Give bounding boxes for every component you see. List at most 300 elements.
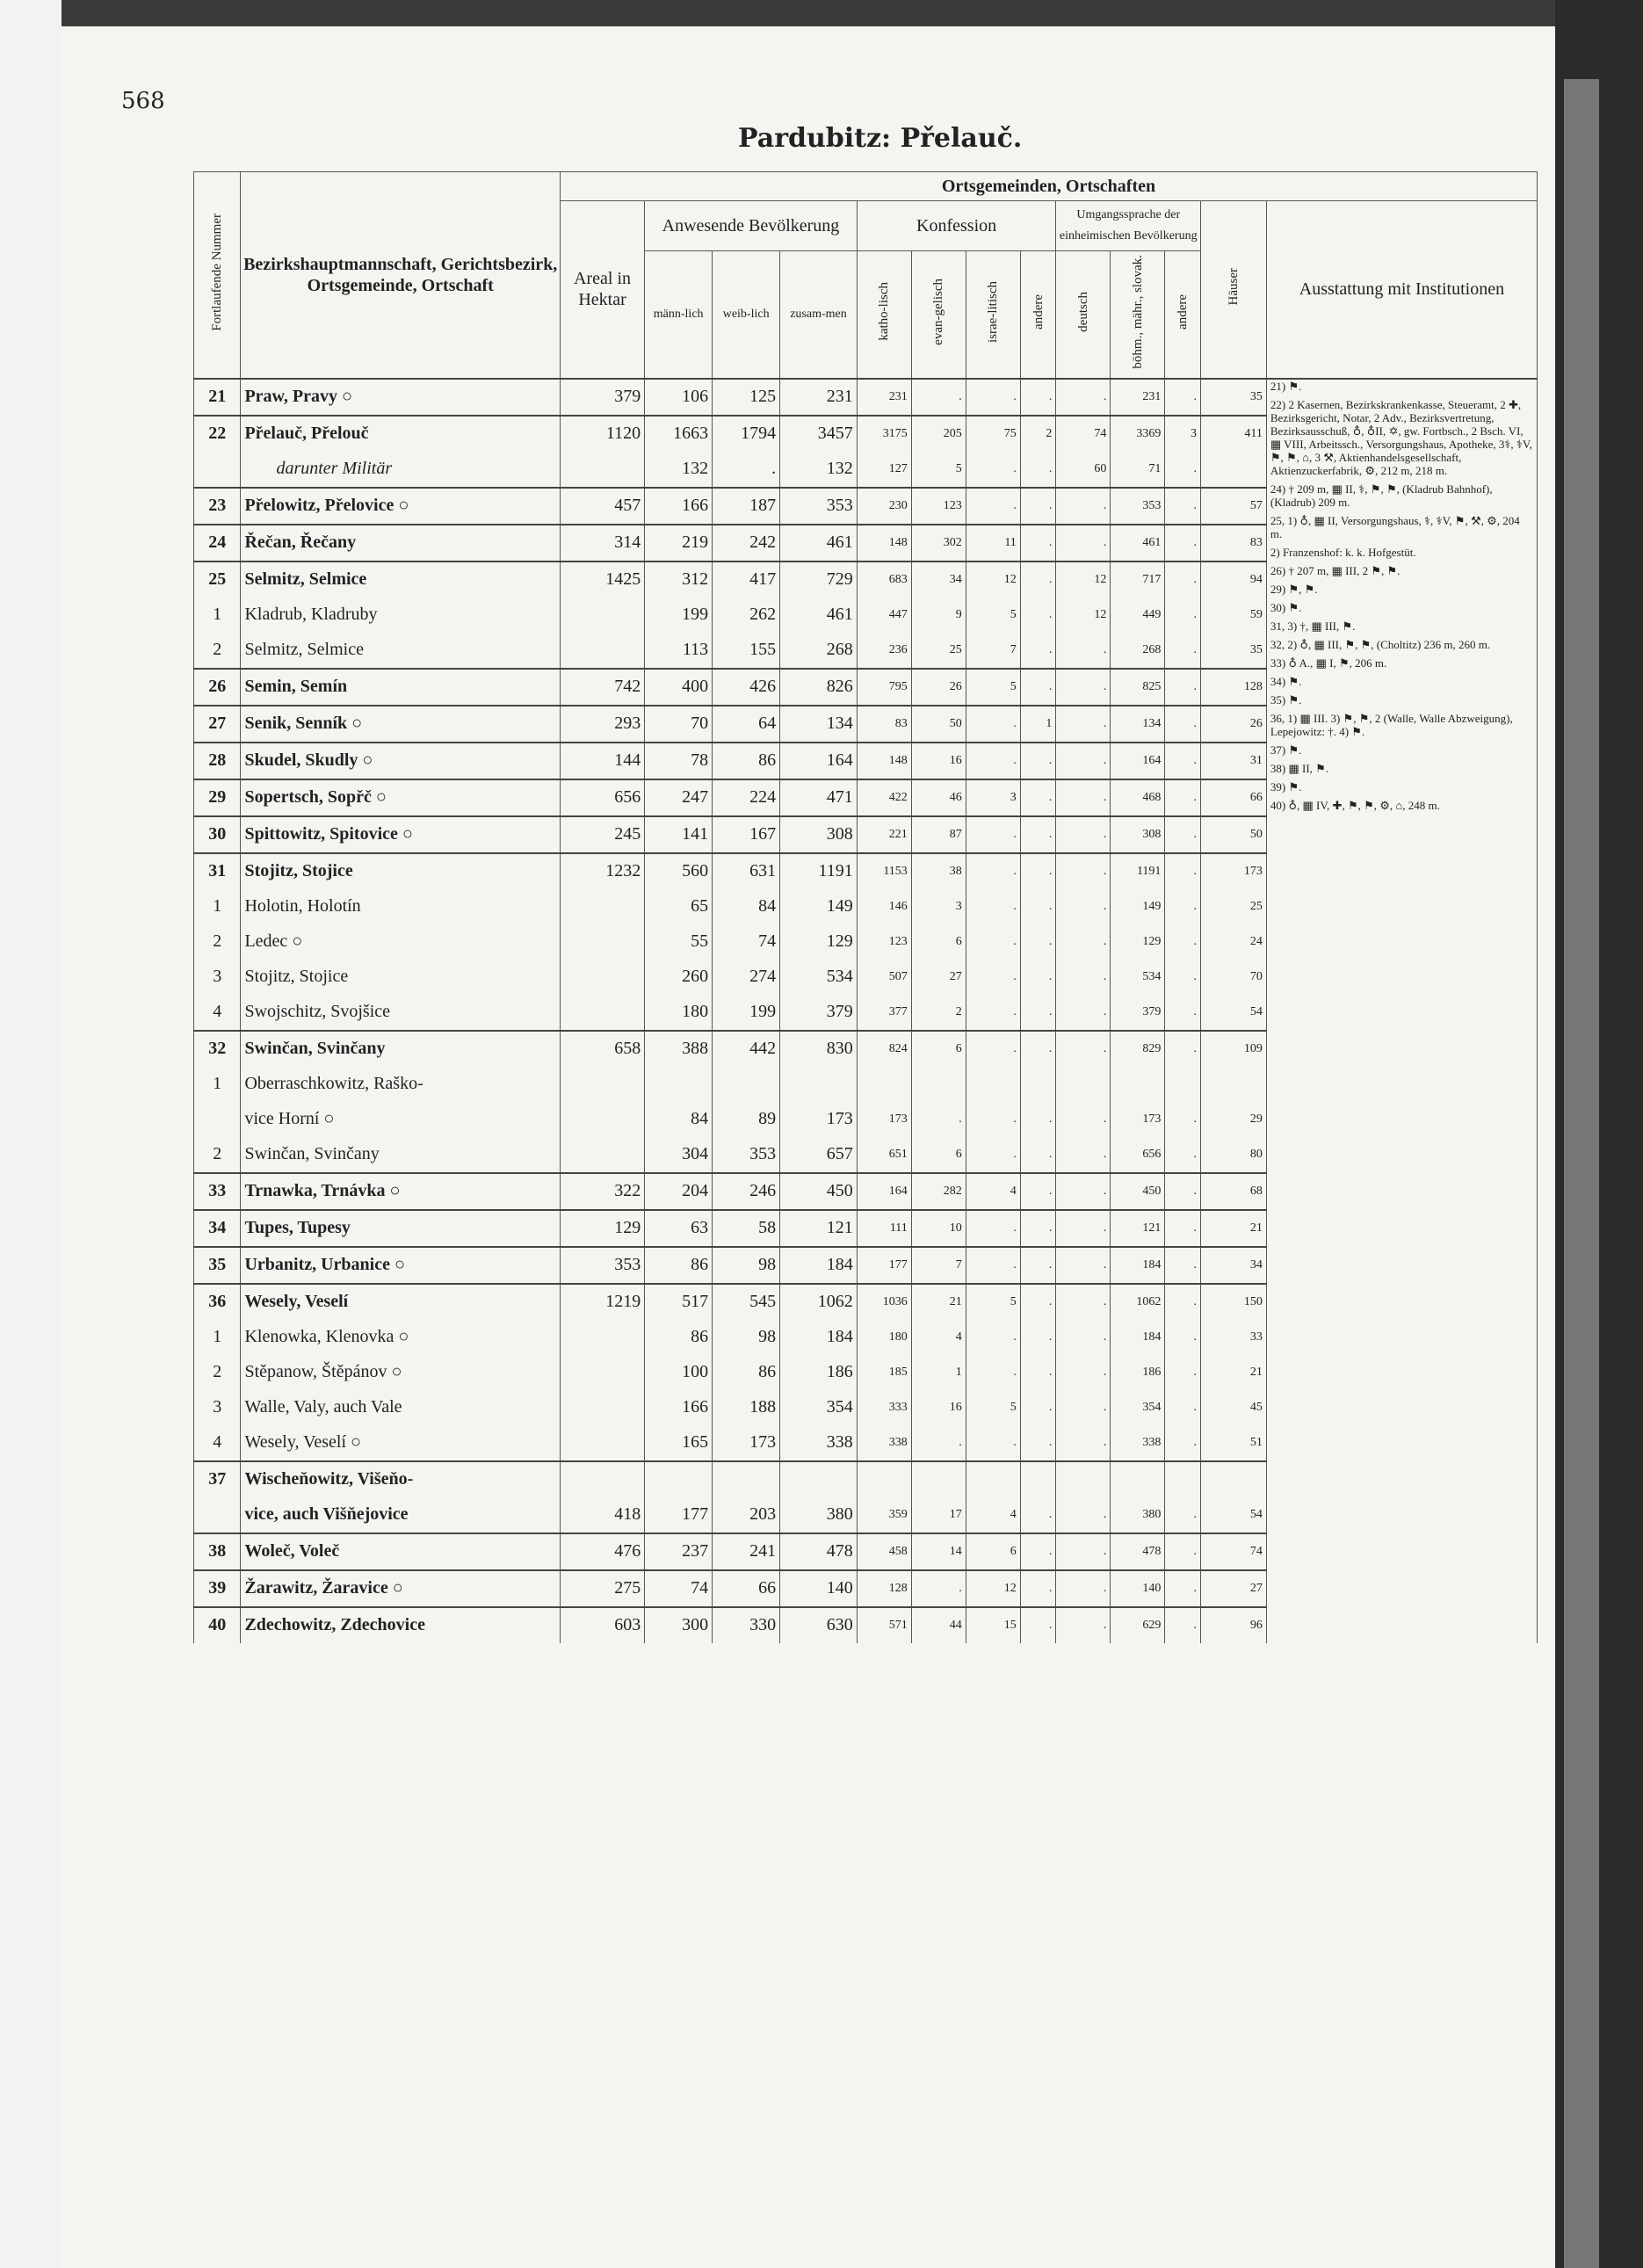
andere2-cell: . <box>1165 379 1201 416</box>
zus-cell: 308 <box>780 816 858 853</box>
name-cell: Selmitz, Selmice <box>241 633 561 669</box>
andere2-cell: . <box>1165 598 1201 633</box>
deutsch-cell: . <box>1056 379 1111 416</box>
boehm-cell: 308 <box>1111 816 1165 853</box>
andere-cell: . <box>1020 1031 1056 1067</box>
evang-cell: 46 <box>911 779 966 816</box>
kath-cell: 1153 <box>857 853 911 889</box>
num-cell <box>194 1102 241 1137</box>
haeuser-cell: 26 <box>1201 706 1267 743</box>
andere2-cell: . <box>1165 562 1201 598</box>
name-cell: Swojschitz, Svojšice <box>241 995 561 1031</box>
weib-cell: 224 <box>713 779 780 816</box>
isr-cell: 6 <box>966 1533 1020 1570</box>
isr-cell: . <box>966 706 1020 743</box>
haeuser-cell: 45 <box>1201 1390 1267 1425</box>
institution-note: 36, 1) ▦ III. 3) ⚑, ⚑, 2 (Walle, Walle Abzweigung), Lepejowitz: †. 4) ⚑. <box>1270 711 1513 738</box>
institution-note: 2) Franzenshof: k. k. Hofgestüt. <box>1270 545 1416 559</box>
deutsch-cell: . <box>1056 1284 1111 1320</box>
weib-cell: 246 <box>713 1173 780 1210</box>
deutsch-cell: . <box>1056 743 1111 779</box>
evang-cell: 38 <box>911 853 966 889</box>
boehm-cell: 186 <box>1111 1355 1165 1390</box>
num-cell: 22 <box>194 416 241 452</box>
kath-cell: 458 <box>857 1533 911 1570</box>
areal-cell: 476 <box>560 1533 644 1570</box>
boehm-cell: 231 <box>1111 379 1165 416</box>
boehm-cell: 164 <box>1111 743 1165 779</box>
maenn-cell: 86 <box>645 1320 713 1355</box>
haeuser-cell: 68 <box>1201 1173 1267 1210</box>
andere-cell: . <box>1020 1247 1056 1284</box>
evang-cell: . <box>911 379 966 416</box>
zus-cell: 129 <box>780 924 858 960</box>
maenn-cell: 106 <box>645 379 713 416</box>
num-cell: 2 <box>194 633 241 669</box>
areal-cell: 353 <box>560 1247 644 1284</box>
andere-cell: 2 <box>1020 416 1056 452</box>
kath-cell: 507 <box>857 960 911 995</box>
andere-cell: . <box>1020 816 1056 853</box>
boehm-cell <box>1111 1461 1165 1497</box>
boehm-cell: 629 <box>1111 1607 1165 1643</box>
andere2-cell: . <box>1165 1533 1201 1570</box>
deutsch-cell: . <box>1056 960 1111 995</box>
num-cell: 38 <box>194 1533 241 1570</box>
institution-note: 33) ♁ A., ▦ I, ⚑, 206 m. <box>1270 656 1387 670</box>
andere2-cell: . <box>1165 1390 1201 1425</box>
haeuser-cell: 80 <box>1201 1137 1267 1173</box>
zus-cell: 354 <box>780 1390 858 1425</box>
col-ausst-header: Ausstattung mit Institutionen <box>1266 201 1537 379</box>
statistics-table <box>193 171 1538 1643</box>
andere2-cell: . <box>1165 488 1201 525</box>
andere2-cell: . <box>1165 853 1201 889</box>
num-cell: 3 <box>194 960 241 995</box>
kath-cell: 333 <box>857 1390 911 1425</box>
zus-cell: 1191 <box>780 853 858 889</box>
zus-cell: 268 <box>780 633 858 669</box>
weib-cell: 426 <box>713 669 780 706</box>
andere-cell: . <box>1020 1210 1056 1247</box>
zus-cell: 830 <box>780 1031 858 1067</box>
col-boehm-header: böhm., mähr., slovak. <box>1111 251 1165 379</box>
haeuser-cell: 59 <box>1201 598 1267 633</box>
andere2-cell: . <box>1165 1497 1201 1533</box>
evang-cell: 34 <box>911 562 966 598</box>
weib-cell: 86 <box>713 743 780 779</box>
institution-note: 29) ⚑, ⚑. <box>1270 582 1318 596</box>
col-isr-header: israe-litisch <box>966 251 1020 379</box>
col-andere-header: andere <box>1020 251 1056 379</box>
boehm-cell: 338 <box>1111 1425 1165 1461</box>
haeuser-cell: 150 <box>1201 1284 1267 1320</box>
col-deutsch-header: deutsch <box>1056 251 1111 379</box>
boehm-cell: 1191 <box>1111 853 1165 889</box>
haeuser-cell: 50 <box>1201 816 1267 853</box>
kath-cell: 338 <box>857 1425 911 1461</box>
areal-cell <box>560 1320 644 1355</box>
name-cell: Stojitz, Stojice <box>241 853 561 889</box>
institution-note: 25, 1) ♁, ▦ II, Versorgungshaus, ⚕, ⚕V, ⚑, ⚒, ⚙, 204 m. <box>1270 513 1520 540</box>
num-cell: 27 <box>194 706 241 743</box>
boehm-cell: 825 <box>1111 669 1165 706</box>
table-row <box>194 379 1538 416</box>
andere-cell: . <box>1020 1284 1056 1320</box>
weib-cell: 241 <box>713 1533 780 1570</box>
col-evang-header: evan-gelisch <box>911 251 966 379</box>
num-cell: 1 <box>194 1320 241 1355</box>
evang-cell: 205 <box>911 416 966 452</box>
haeuser-cell: 21 <box>1201 1355 1267 1390</box>
kath-cell: 236 <box>857 633 911 669</box>
weib-cell: 274 <box>713 960 780 995</box>
col-andere2-header: andere <box>1165 251 1201 379</box>
andere-cell: . <box>1020 924 1056 960</box>
areal-cell: 293 <box>560 706 644 743</box>
weib-cell: 203 <box>713 1497 780 1533</box>
col-maenn-header: männ-lich <box>645 251 713 379</box>
isr-cell: . <box>966 743 1020 779</box>
areal-cell: 322 <box>560 1173 644 1210</box>
weib-cell: 98 <box>713 1247 780 1284</box>
andere-cell: . <box>1020 562 1056 598</box>
andere-cell: . <box>1020 960 1056 995</box>
kath-cell: 185 <box>857 1355 911 1390</box>
deutsch-cell: 12 <box>1056 562 1111 598</box>
isr-cell: 5 <box>966 1390 1020 1425</box>
deutsch-cell: . <box>1056 889 1111 924</box>
evang-cell <box>911 1461 966 1497</box>
areal-cell <box>560 1461 644 1497</box>
kath-cell: 177 <box>857 1247 911 1284</box>
boehm-cell: 121 <box>1111 1210 1165 1247</box>
deutsch-cell: . <box>1056 1607 1111 1643</box>
evang-cell: 14 <box>911 1533 966 1570</box>
kath-cell: 230 <box>857 488 911 525</box>
deutsch-cell: . <box>1056 706 1111 743</box>
num-cell: 2 <box>194 1355 241 1390</box>
deutsch-cell: . <box>1056 853 1111 889</box>
areal-cell: 1120 <box>560 416 644 452</box>
deutsch-cell <box>1056 1067 1111 1102</box>
andere2-cell: . <box>1165 1173 1201 1210</box>
andere-cell: . <box>1020 779 1056 816</box>
andere2-cell: . <box>1165 1320 1201 1355</box>
andere2-cell: . <box>1165 1247 1201 1284</box>
areal-cell <box>560 1067 644 1102</box>
num-cell: 24 <box>194 525 241 562</box>
kath-cell: 795 <box>857 669 911 706</box>
scan-band <box>1564 79 1599 2268</box>
num-cell: 2 <box>194 1137 241 1173</box>
num-cell: 28 <box>194 743 241 779</box>
andere2-cell: . <box>1165 669 1201 706</box>
haeuser-cell <box>1201 1067 1267 1102</box>
andere-cell: . <box>1020 598 1056 633</box>
name-cell: Řečan, Řečany <box>241 525 561 562</box>
andere2-cell: . <box>1165 1284 1201 1320</box>
deutsch-cell: . <box>1056 1173 1111 1210</box>
weib-cell: 89 <box>713 1102 780 1137</box>
col-num-header: Fortlaufende Nummer <box>194 172 241 379</box>
zus-cell: 478 <box>780 1533 858 1570</box>
haeuser-cell: 29 <box>1201 1102 1267 1137</box>
institution-note: 32, 2) ♁, ▦ III, ⚑, ⚑, (Choltitz) 236 m, 260 m. <box>1270 637 1491 651</box>
andere-cell: . <box>1020 1425 1056 1461</box>
deutsch-cell: . <box>1056 924 1111 960</box>
kath-cell: 164 <box>857 1173 911 1210</box>
name-cell: Skudel, Skudly ○ <box>241 743 561 779</box>
boehm-cell: 129 <box>1111 924 1165 960</box>
scan-edge <box>0 0 62 2268</box>
num-cell: 4 <box>194 995 241 1031</box>
isr-cell: . <box>966 853 1020 889</box>
deutsch-cell: . <box>1056 1390 1111 1425</box>
evang-cell: 16 <box>911 743 966 779</box>
deutsch-cell <box>1056 1461 1111 1497</box>
haeuser-cell <box>1201 1461 1267 1497</box>
areal-cell: 314 <box>560 525 644 562</box>
boehm-cell <box>1111 1067 1165 1102</box>
andere-cell: . <box>1020 889 1056 924</box>
zus-cell <box>780 1067 858 1102</box>
isr-cell: 4 <box>966 1173 1020 1210</box>
table-head <box>194 172 1538 379</box>
maenn-cell: 65 <box>645 889 713 924</box>
andere2-cell: . <box>1165 633 1201 669</box>
name-cell: Sopertsch, Sopřč ○ <box>241 779 561 816</box>
kath-cell <box>857 1461 911 1497</box>
kath-cell: 128 <box>857 1570 911 1607</box>
weib-cell: 545 <box>713 1284 780 1320</box>
evang-cell: 123 <box>911 488 966 525</box>
andere-cell: . <box>1020 743 1056 779</box>
areal-cell: 379 <box>560 379 644 416</box>
name-cell: Selmitz, Selmice <box>241 562 561 598</box>
maenn-cell: 517 <box>645 1284 713 1320</box>
name-cell: Holotin, Holotín <box>241 889 561 924</box>
kath-cell: 1036 <box>857 1284 911 1320</box>
areal-cell <box>560 960 644 995</box>
name-cell: Stěpanow, Štěpánov ○ <box>241 1355 561 1390</box>
andere2-cell <box>1165 1461 1201 1497</box>
weib-cell: 242 <box>713 525 780 562</box>
name-cell: Swinčan, Svinčany <box>241 1031 561 1067</box>
deutsch-cell: . <box>1056 1355 1111 1390</box>
zus-cell: 534 <box>780 960 858 995</box>
andere-cell: . <box>1020 633 1056 669</box>
boehm-cell: 134 <box>1111 706 1165 743</box>
institution-note: 35) ⚑. <box>1270 692 1302 706</box>
num-cell: 40 <box>194 1607 241 1643</box>
maenn-cell: 113 <box>645 633 713 669</box>
name-cell: Přelauč, Přelouč <box>241 416 561 452</box>
evang-cell: . <box>911 1570 966 1607</box>
isr-cell: . <box>966 1102 1020 1137</box>
isr-cell: 5 <box>966 1284 1020 1320</box>
maenn-cell: 300 <box>645 1607 713 1643</box>
maenn-cell: 237 <box>645 1533 713 1570</box>
zus-cell: 184 <box>780 1247 858 1284</box>
num-cell: 33 <box>194 1173 241 1210</box>
institution-note: 21) ⚑. <box>1270 379 1302 393</box>
weib-cell: 353 <box>713 1137 780 1173</box>
num-cell: 30 <box>194 816 241 853</box>
zus-cell: 338 <box>780 1425 858 1461</box>
andere-cell <box>1020 1461 1056 1497</box>
isr-cell: 3 <box>966 779 1020 816</box>
maenn-cell: 74 <box>645 1570 713 1607</box>
areal-cell: 275 <box>560 1570 644 1607</box>
areal-cell: 129 <box>560 1210 644 1247</box>
maenn-cell: 180 <box>645 995 713 1031</box>
name-cell: Spittowitz, Spitovice ○ <box>241 816 561 853</box>
col-haeuser-header: Häuser <box>1201 201 1267 379</box>
institution-note: 30) ⚑. <box>1270 600 1302 614</box>
haeuser-cell <box>1201 452 1267 488</box>
andere2-cell: . <box>1165 1607 1201 1643</box>
institution-note: 38) ▦ II, ⚑. <box>1270 761 1329 775</box>
name-cell: Senik, Senník ○ <box>241 706 561 743</box>
deutsch-cell: . <box>1056 1137 1111 1173</box>
haeuser-cell: 411 <box>1201 416 1267 452</box>
maenn-cell: 388 <box>645 1031 713 1067</box>
weib-cell: 330 <box>713 1607 780 1643</box>
isr-cell: . <box>966 1425 1020 1461</box>
boehm-cell: 1062 <box>1111 1284 1165 1320</box>
evang-cell: 26 <box>911 669 966 706</box>
zus-cell: 729 <box>780 562 858 598</box>
areal-cell: 742 <box>560 669 644 706</box>
kath-cell: 571 <box>857 1607 911 1643</box>
boehm-cell: 379 <box>1111 995 1165 1031</box>
kath-cell: 683 <box>857 562 911 598</box>
areal-cell: 1219 <box>560 1284 644 1320</box>
deutsch-cell: . <box>1056 1497 1111 1533</box>
maenn-cell: 219 <box>645 525 713 562</box>
col-sprache-header: Umgangssprache der einheimischen Bevölkerung <box>1056 201 1201 251</box>
haeuser-cell: 51 <box>1201 1425 1267 1461</box>
haeuser-cell: 31 <box>1201 743 1267 779</box>
name-cell: Kladrub, Kladruby <box>241 598 561 633</box>
col-bev-header: Anwesende Bevölkerung <box>645 201 858 251</box>
andere-cell: . <box>1020 525 1056 562</box>
kath-cell: 148 <box>857 743 911 779</box>
weib-cell <box>713 1461 780 1497</box>
deutsch-cell: . <box>1056 816 1111 853</box>
name-cell: Stojitz, Stojice <box>241 960 561 995</box>
areal-cell: 656 <box>560 779 644 816</box>
weib-cell: 631 <box>713 853 780 889</box>
deutsch-cell: 60 <box>1056 452 1111 488</box>
maenn-cell: 100 <box>645 1355 713 1390</box>
kath-cell: 651 <box>857 1137 911 1173</box>
name-cell: Wesely, Veselí ○ <box>241 1425 561 1461</box>
institution-note: 39) ⚑. <box>1270 779 1302 793</box>
deutsch-cell: 74 <box>1056 416 1111 452</box>
num-cell: 1 <box>194 1067 241 1102</box>
weib-cell: 442 <box>713 1031 780 1067</box>
name-cell: Klenowka, Klenovka ○ <box>241 1320 561 1355</box>
evang-cell: 1 <box>911 1355 966 1390</box>
col-konf-header: Konfession <box>857 201 1056 251</box>
areal-cell: 1232 <box>560 853 644 889</box>
maenn-cell: 1663 <box>645 416 713 452</box>
zus-cell: 1062 <box>780 1284 858 1320</box>
maenn-cell: 247 <box>645 779 713 816</box>
zus-cell: 3457 <box>780 416 858 452</box>
zus-cell: 186 <box>780 1355 858 1390</box>
kath-cell: 123 <box>857 924 911 960</box>
areal-cell: 457 <box>560 488 644 525</box>
maenn-cell: 86 <box>645 1247 713 1284</box>
num-cell <box>194 1497 241 1533</box>
zus-cell: 173 <box>780 1102 858 1137</box>
name-cell: Semin, Semín <box>241 669 561 706</box>
name-cell: Praw, Pravy ○ <box>241 379 561 416</box>
col-name-header: Bezirkshauptmannschaft, Gerichtsbezirk, Ortsgemeinde, Ortschaft <box>241 172 561 379</box>
zus-cell <box>780 1461 858 1497</box>
kath-cell: 180 <box>857 1320 911 1355</box>
weib-cell: . <box>713 452 780 488</box>
boehm-cell: 353 <box>1111 488 1165 525</box>
areal-cell <box>560 1102 644 1137</box>
zus-cell: 140 <box>780 1570 858 1607</box>
institution-note: 22) 2 Kasernen, Bezirkskrankenkasse, Steueramt, 2 ✚, Bezirksgericht, Notar, 2 Adv., Bezirksvertretung, Bezirksausschuß, ♁, ♁II, ✡, gw. Fortbsch., 2 Bsch. VI, ▦ VIII, Arbeitssch., Versorgungshaus, Apotheke, 3⚕, ⚕V, ⚑, ⚑, ⌂, 3 ⚒, Aktienhandelsgesellschaft, Aktienzuckerfabrik, ⚙, 212 m, 218 m. <box>1270 397 1532 477</box>
weib-cell: 167 <box>713 816 780 853</box>
name-cell: Zdechowitz, Zdechovice <box>241 1607 561 1643</box>
weib-cell: 125 <box>713 379 780 416</box>
zus-cell: 461 <box>780 525 858 562</box>
isr-cell: . <box>966 960 1020 995</box>
boehm-cell: 268 <box>1111 633 1165 669</box>
boehm-cell: 461 <box>1111 525 1165 562</box>
areal-cell <box>560 452 644 488</box>
andere-cell: . <box>1020 853 1056 889</box>
isr-cell: . <box>966 1320 1020 1355</box>
areal-cell <box>560 1390 644 1425</box>
evang-cell: 6 <box>911 1137 966 1173</box>
kath-cell: 447 <box>857 598 911 633</box>
weib-cell: 66 <box>713 1570 780 1607</box>
zus-cell: 353 <box>780 488 858 525</box>
num-cell: 2 <box>194 924 241 960</box>
andere2-cell: . <box>1165 525 1201 562</box>
num-cell: 1 <box>194 889 241 924</box>
num-cell: 32 <box>194 1031 241 1067</box>
col-weib-header: weib-lich <box>713 251 780 379</box>
andere-cell: . <box>1020 1497 1056 1533</box>
boehm-cell: 534 <box>1111 960 1165 995</box>
andere-cell: . <box>1020 995 1056 1031</box>
zus-cell: 184 <box>780 1320 858 1355</box>
name-cell: Přelowitz, Přelovice ○ <box>241 488 561 525</box>
weib-cell: 417 <box>713 562 780 598</box>
andere2-cell: . <box>1165 743 1201 779</box>
haeuser-cell: 21 <box>1201 1210 1267 1247</box>
evang-cell: 6 <box>911 1031 966 1067</box>
haeuser-cell: 83 <box>1201 525 1267 562</box>
weib-cell: 84 <box>713 889 780 924</box>
andere2-cell: . <box>1165 816 1201 853</box>
maenn-cell: 132 <box>645 452 713 488</box>
num-cell: 36 <box>194 1284 241 1320</box>
isr-cell: . <box>966 488 1020 525</box>
institution-note: 34) ⚑. <box>1270 674 1302 688</box>
andere2-cell <box>1165 1067 1201 1102</box>
maenn-cell: 400 <box>645 669 713 706</box>
